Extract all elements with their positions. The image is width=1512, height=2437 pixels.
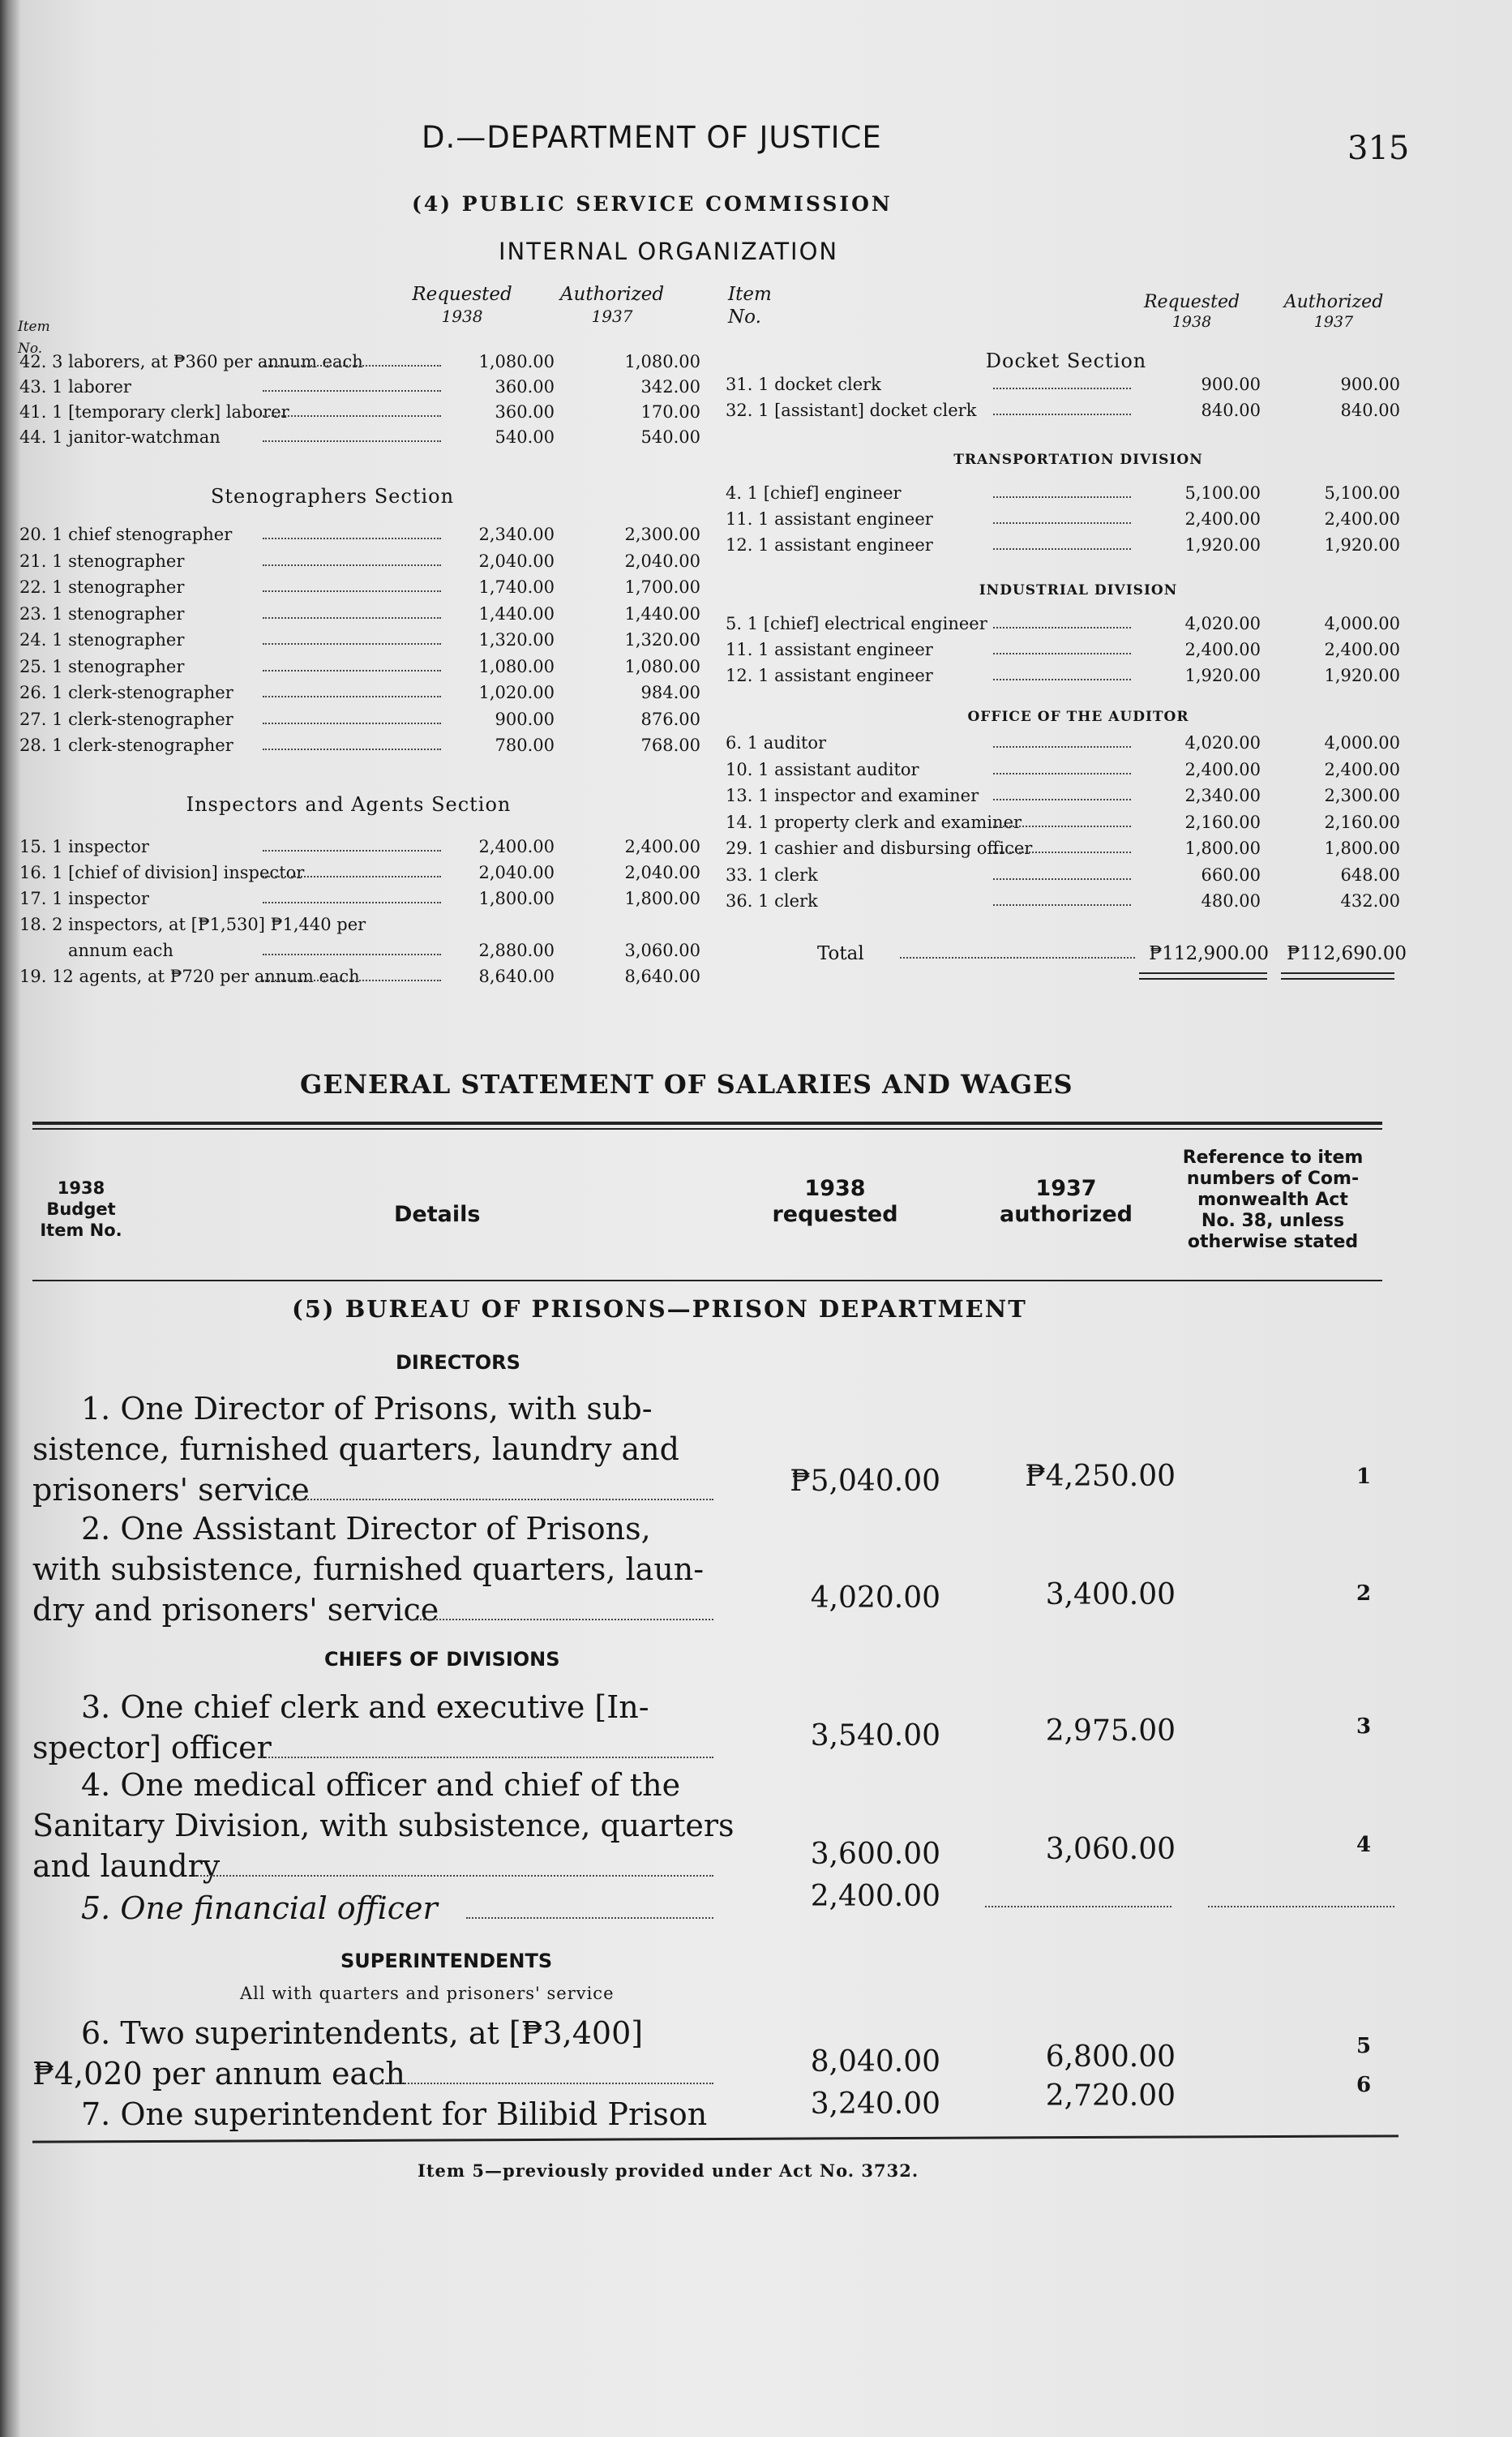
line-item-row: [19, 680, 700, 706]
line-item-row: [19, 912, 692, 937]
requested-value: 2,400.00: [478, 837, 555, 856]
requested-value: 1,800.00: [1184, 839, 1261, 858]
requested-value: 1,800.00: [478, 889, 555, 908]
item-3-authorized: 2,975.00: [1045, 1714, 1176, 1748]
total-authorized: ₱112,690.00: [1287, 943, 1407, 964]
line-item-label: 14. 1 property clerk and examiner: [726, 812, 1022, 832]
right-authorized-label: Authorized: [1283, 292, 1384, 312]
requested-value: 5,100.00: [1184, 483, 1261, 503]
line-item-row: [726, 480, 1407, 506]
line-item-row: [19, 654, 700, 680]
col-details-header: Details: [394, 1202, 481, 1227]
authorized-value: 1,440.00: [624, 603, 700, 624]
item-6-reference: 5: [1356, 2034, 1372, 2058]
authorized-value: 876.00: [640, 709, 700, 729]
col-item-header: 1938 Budget Item No.: [40, 1178, 122, 1240]
requested-value: 1,440.00: [478, 603, 555, 624]
right-requested-year: 1938: [1171, 313, 1212, 331]
requested-value: 480.00: [1201, 891, 1261, 911]
requested-value: 1,740.00: [478, 577, 555, 597]
authorized-value: 1,080.00: [624, 352, 700, 371]
authorized-value: 768.00: [640, 736, 700, 755]
line-item-row: [19, 424, 700, 450]
line-item-label: 12. 1 assistant engineer: [726, 535, 933, 555]
line-item-row: [726, 397, 1407, 423]
line-item-label: 18. 2 inspectors, at [₱1,530] ₱1,440 per: [19, 915, 366, 934]
requested-value: 2,400.00: [1184, 509, 1261, 529]
requested-value: 780.00: [495, 736, 555, 755]
line-item-row: [726, 611, 1407, 637]
authorized-value: 2,300.00: [1324, 786, 1400, 805]
authorized-value: 432.00: [1340, 891, 1400, 911]
line-item-row: [19, 963, 700, 989]
authorized-value: 2,040.00: [624, 551, 700, 571]
line-item-label: 6. 1 auditor: [726, 733, 827, 753]
left-item-label: Item: [18, 319, 50, 335]
line-item-label: 32. 1 [assistant] docket clerk: [726, 401, 977, 420]
item-5-requested: 2,400.00: [810, 1880, 940, 1913]
requested-value: 360.00: [495, 402, 555, 422]
line-item-label: 36. 1 clerk: [726, 891, 818, 911]
line-item-row: [726, 888, 1407, 914]
item-2-requested: 4,020.00: [810, 1581, 940, 1615]
left-authorized-label: Authorized: [559, 284, 665, 305]
line-item-label: 42. 3 laborers, at ₱360 per annum each: [19, 352, 363, 371]
requested-value: 360.00: [495, 377, 555, 397]
requested-value: 2,340.00: [1184, 786, 1261, 805]
authorized-value: 1,700.00: [624, 577, 700, 597]
authorized-value: 4,000.00: [1324, 733, 1400, 753]
col-reference-header: Reference to item numbers of Com- monwealth Act No. 38, unless otherwise stated: [1182, 1148, 1364, 1252]
line-item-label: 13. 1 inspector and examiner: [726, 786, 979, 805]
line-item-label: 11. 1 assistant engineer: [726, 509, 933, 529]
line-item-label: 19. 12 agents, at ₱720 per annum each: [19, 967, 360, 986]
footnote: Item 5—previously provided under Act No. 3732.: [418, 2160, 919, 2181]
right-no-label: No.: [728, 307, 761, 328]
right-authorized-year: 1937: [1313, 313, 1354, 331]
line-item-row: [726, 862, 1407, 888]
table-bottom-rule: [32, 2135, 1398, 2143]
line-item-row: [19, 627, 700, 653]
authorized-value: 5,100.00: [1324, 483, 1400, 503]
requested-value: 1,320.00: [478, 630, 555, 650]
requested-value: 1,080.00: [478, 656, 555, 676]
authorized-value: 984.00: [640, 683, 700, 702]
line-item-label: 16. 1 [chief of division] inspector: [19, 863, 305, 882]
line-item-label: 28. 1 clerk-stenographer: [19, 736, 233, 755]
item-5-reference-blank: [1208, 1888, 1394, 1907]
col-authorized-header: 1937 authorized: [999, 1176, 1133, 1227]
line-item-label: 25. 1 stenographer: [19, 656, 185, 676]
item-5-authorized-blank: [985, 1888, 1171, 1907]
superintendents-note: All with quarters and prisoners' service: [240, 1984, 615, 2003]
authorized-value: 2,400.00: [1324, 640, 1400, 659]
line-item-label: 5. 1 [chief] electrical engineer: [726, 614, 987, 633]
docket-heading: Docket Section: [985, 350, 1147, 372]
requested-value: 2,040.00: [478, 863, 555, 882]
line-item-label: 10. 1 assistant auditor: [726, 759, 919, 779]
total-requested: ₱112,900.00: [1149, 943, 1269, 964]
authorized-value: 540.00: [640, 427, 700, 447]
authorized-value: 840.00: [1340, 401, 1400, 420]
line-item-row: [726, 730, 1407, 756]
item-4-details: 4. One medical officer and chief of the Sanitary Division, with subsistence, quarters and laundry: [32, 1767, 735, 1884]
authorized-value: 900.00: [1340, 375, 1400, 394]
line-item-row: [19, 399, 700, 425]
item-6-details: 6. Two superintendents, at [₱3,400] ₱4,020 per annum each: [32, 2013, 713, 2094]
line-item-row: [726, 783, 1407, 809]
line-item-row: [19, 834, 700, 860]
requested-value: 8,640.00: [478, 967, 555, 986]
left-requested-label: Requested: [412, 284, 512, 305]
authorized-value: 4,000.00: [1324, 614, 1400, 633]
requested-value: 2,880.00: [478, 941, 555, 960]
line-item-label: 24. 1 stenographer: [19, 630, 185, 650]
authorized-value: 1,800.00: [624, 889, 700, 908]
left-requested-year: 1938: [441, 307, 483, 326]
requested-value: 2,160.00: [1184, 812, 1261, 832]
item-1-details: 1. One Director of Prisons, with sub- sistence, furnished quarters, laundry and prisoners' service: [32, 1388, 713, 1510]
line-item-label: 11. 1 assistant engineer: [726, 640, 933, 659]
line-item-label: 20. 1 chief stenographer: [19, 525, 233, 544]
requested-value: 540.00: [495, 427, 555, 447]
line-item-row: [726, 835, 1407, 861]
item-7-reference: 6: [1356, 2073, 1372, 2097]
line-item-label: 21. 1 stenographer: [19, 551, 185, 571]
total-row: [811, 941, 1407, 967]
auditor-heading: OFFICE OF THE AUDITOR: [967, 709, 1189, 725]
authorized-value: 648.00: [1340, 865, 1400, 885]
line-item-label: 4. 1 [chief] engineer: [726, 483, 902, 503]
line-item-row: [19, 886, 700, 912]
line-item-row: [726, 663, 1407, 689]
authorized-value: 2,160.00: [1324, 812, 1400, 832]
superintendents-heading: SUPERINTENDENTS: [341, 1950, 553, 1972]
line-item-row: [726, 506, 1407, 532]
item-3-reference: 3: [1356, 1714, 1372, 1739]
prisons-title: (5) BUREAU OF PRISONS—PRISON DEPARTMENT: [292, 1295, 1027, 1323]
total-label: Total: [817, 943, 864, 964]
line-item-row: [726, 532, 1407, 558]
authorized-value: 1,800.00: [1324, 839, 1400, 858]
item-4-authorized: 3,060.00: [1045, 1833, 1176, 1866]
line-item-row: [726, 637, 1407, 663]
line-item-label: 27. 1 clerk-stenographer: [19, 709, 233, 729]
authorized-value: 8,640.00: [624, 967, 700, 986]
item-5-details: 5. One financial officer: [81, 1888, 713, 1929]
line-item-label: 23. 1 stenographer: [19, 603, 185, 624]
authorized-value: 1,320.00: [624, 630, 700, 650]
subsection-title: INTERNAL ORGANIZATION: [499, 238, 839, 265]
authorized-value: 1,920.00: [1324, 535, 1400, 555]
line-item-row: [19, 374, 700, 400]
section-title: (4) PUBLIC SERVICE COMMISSION: [412, 192, 893, 216]
line-item-label: 26. 1 clerk-stenographer: [19, 683, 233, 702]
line-item-label: 44. 1 janitor-watchman: [19, 427, 221, 447]
line-item-row: [19, 732, 700, 758]
requested-value: 4,020.00: [1184, 733, 1261, 753]
table-top-rule: [32, 1122, 1382, 1125]
line-item-row: [726, 809, 1407, 835]
line-item-row: [19, 937, 700, 963]
line-item-row: [19, 548, 700, 574]
authorized-value: 2,040.00: [624, 863, 700, 882]
left-authorized-year: 1937: [591, 307, 633, 326]
requested-value: 4,020.00: [1184, 614, 1261, 633]
line-item-row: [726, 757, 1407, 783]
line-item-label: 31. 1 docket clerk: [726, 375, 881, 394]
item-1-requested: ₱5,040.00: [790, 1465, 940, 1498]
item-2-details: 2. One Assistant Director of Prisons, with subsistence, furnished quarters, laun- dry and prisoners' service: [32, 1508, 713, 1630]
item-3-requested: 3,540.00: [810, 1719, 940, 1753]
inspectors-heading: Inspectors and Agents Section: [186, 793, 512, 816]
line-item-label: annum each: [68, 941, 173, 960]
item-6-authorized: 6,800.00: [1045, 2040, 1176, 2074]
requested-value: 2,340.00: [478, 525, 555, 544]
industrial-heading: INDUSTRIAL DIVISION: [979, 582, 1178, 599]
requested-value: 2,400.00: [1184, 640, 1261, 659]
line-item-label: 22. 1 stenographer: [19, 577, 185, 597]
item-4-requested: 3,600.00: [810, 1838, 940, 1871]
chiefs-heading: CHIEFS OF DIVISIONS: [324, 1648, 560, 1671]
requested-value: 900.00: [495, 709, 555, 729]
requested-value: 900.00: [1201, 375, 1261, 394]
authorized-value: 1,920.00: [1324, 666, 1400, 685]
authorized-value: 2,300.00: [624, 525, 700, 544]
authorized-value: 2,400.00: [1324, 509, 1400, 529]
line-item-row: [19, 860, 700, 886]
line-item-row: [19, 521, 700, 547]
requested-value: 1,080.00: [478, 352, 555, 371]
requested-value: 2,400.00: [1184, 759, 1261, 779]
authorized-value: 2,400.00: [624, 837, 700, 856]
item-7-requested: 3,240.00: [810, 2087, 940, 2121]
item-7-details: 7. One superintendent for Bilibid Prison: [81, 2096, 708, 2132]
directors-heading: DIRECTORS: [396, 1351, 520, 1374]
authorized-value: 3,060.00: [624, 941, 700, 960]
authorized-value: 342.00: [640, 377, 700, 397]
right-item-label: Item: [728, 284, 772, 305]
requested-value: 1,020.00: [478, 683, 555, 702]
requested-value: 660.00: [1201, 865, 1261, 885]
line-item-label: 12. 1 assistant engineer: [726, 666, 933, 685]
requested-value: 1,920.00: [1184, 666, 1261, 685]
authorized-value: 2,400.00: [1324, 759, 1400, 779]
line-item-label: 41. 1 [temporary clerk] laborer: [19, 402, 289, 422]
page-number: 315: [1347, 130, 1410, 167]
line-item-row: [19, 574, 700, 600]
right-requested-label: Requested: [1143, 292, 1240, 312]
line-item-label: 29. 1 cashier and disbursing officer: [726, 839, 1033, 858]
item-7-authorized: 2,720.00: [1045, 2079, 1176, 2113]
item-4-reference: 4: [1356, 1833, 1372, 1857]
line-item-row: [726, 371, 1407, 397]
transportation-heading: TRANSPORTATION DIVISION: [953, 452, 1203, 468]
item-1-reference: 1: [1356, 1465, 1372, 1489]
item-3-details: 3. One chief clerk and executive [In- spector] officer: [32, 1687, 713, 1768]
stenographers-heading: Stenographers Section: [210, 485, 455, 508]
authorized-value: 170.00: [640, 402, 700, 422]
item-2-authorized: 3,400.00: [1045, 1578, 1176, 1611]
requested-value: 2,040.00: [478, 551, 555, 571]
requested-value: 1,920.00: [1184, 535, 1261, 555]
line-item-label: 17. 1 inspector: [19, 889, 149, 908]
general-statement-title: GENERAL STATEMENT OF SALARIES AND WAGES: [300, 1069, 1073, 1100]
item-1-authorized: ₱4,250.00: [1025, 1460, 1176, 1493]
department-title: D.—DEPARTMENT OF JUSTICE: [422, 120, 882, 155]
line-item-row: [19, 349, 700, 375]
line-item-row: [19, 601, 700, 627]
line-item-label: 15. 1 inspector: [19, 837, 149, 856]
line-item-label: 33. 1 clerk: [726, 865, 818, 885]
item-6-requested: 8,040.00: [810, 2045, 940, 2079]
item-2-reference: 2: [1356, 1581, 1372, 1606]
requested-value: 840.00: [1201, 401, 1261, 420]
line-item-row: [19, 706, 700, 732]
left-no-label: No.: [18, 341, 43, 357]
table-header-rule: [32, 1280, 1382, 1281]
col-requested-header: 1938 requested: [772, 1176, 898, 1227]
line-item-label: 43. 1 laborer: [19, 377, 131, 397]
authorized-value: 1,080.00: [624, 656, 700, 676]
